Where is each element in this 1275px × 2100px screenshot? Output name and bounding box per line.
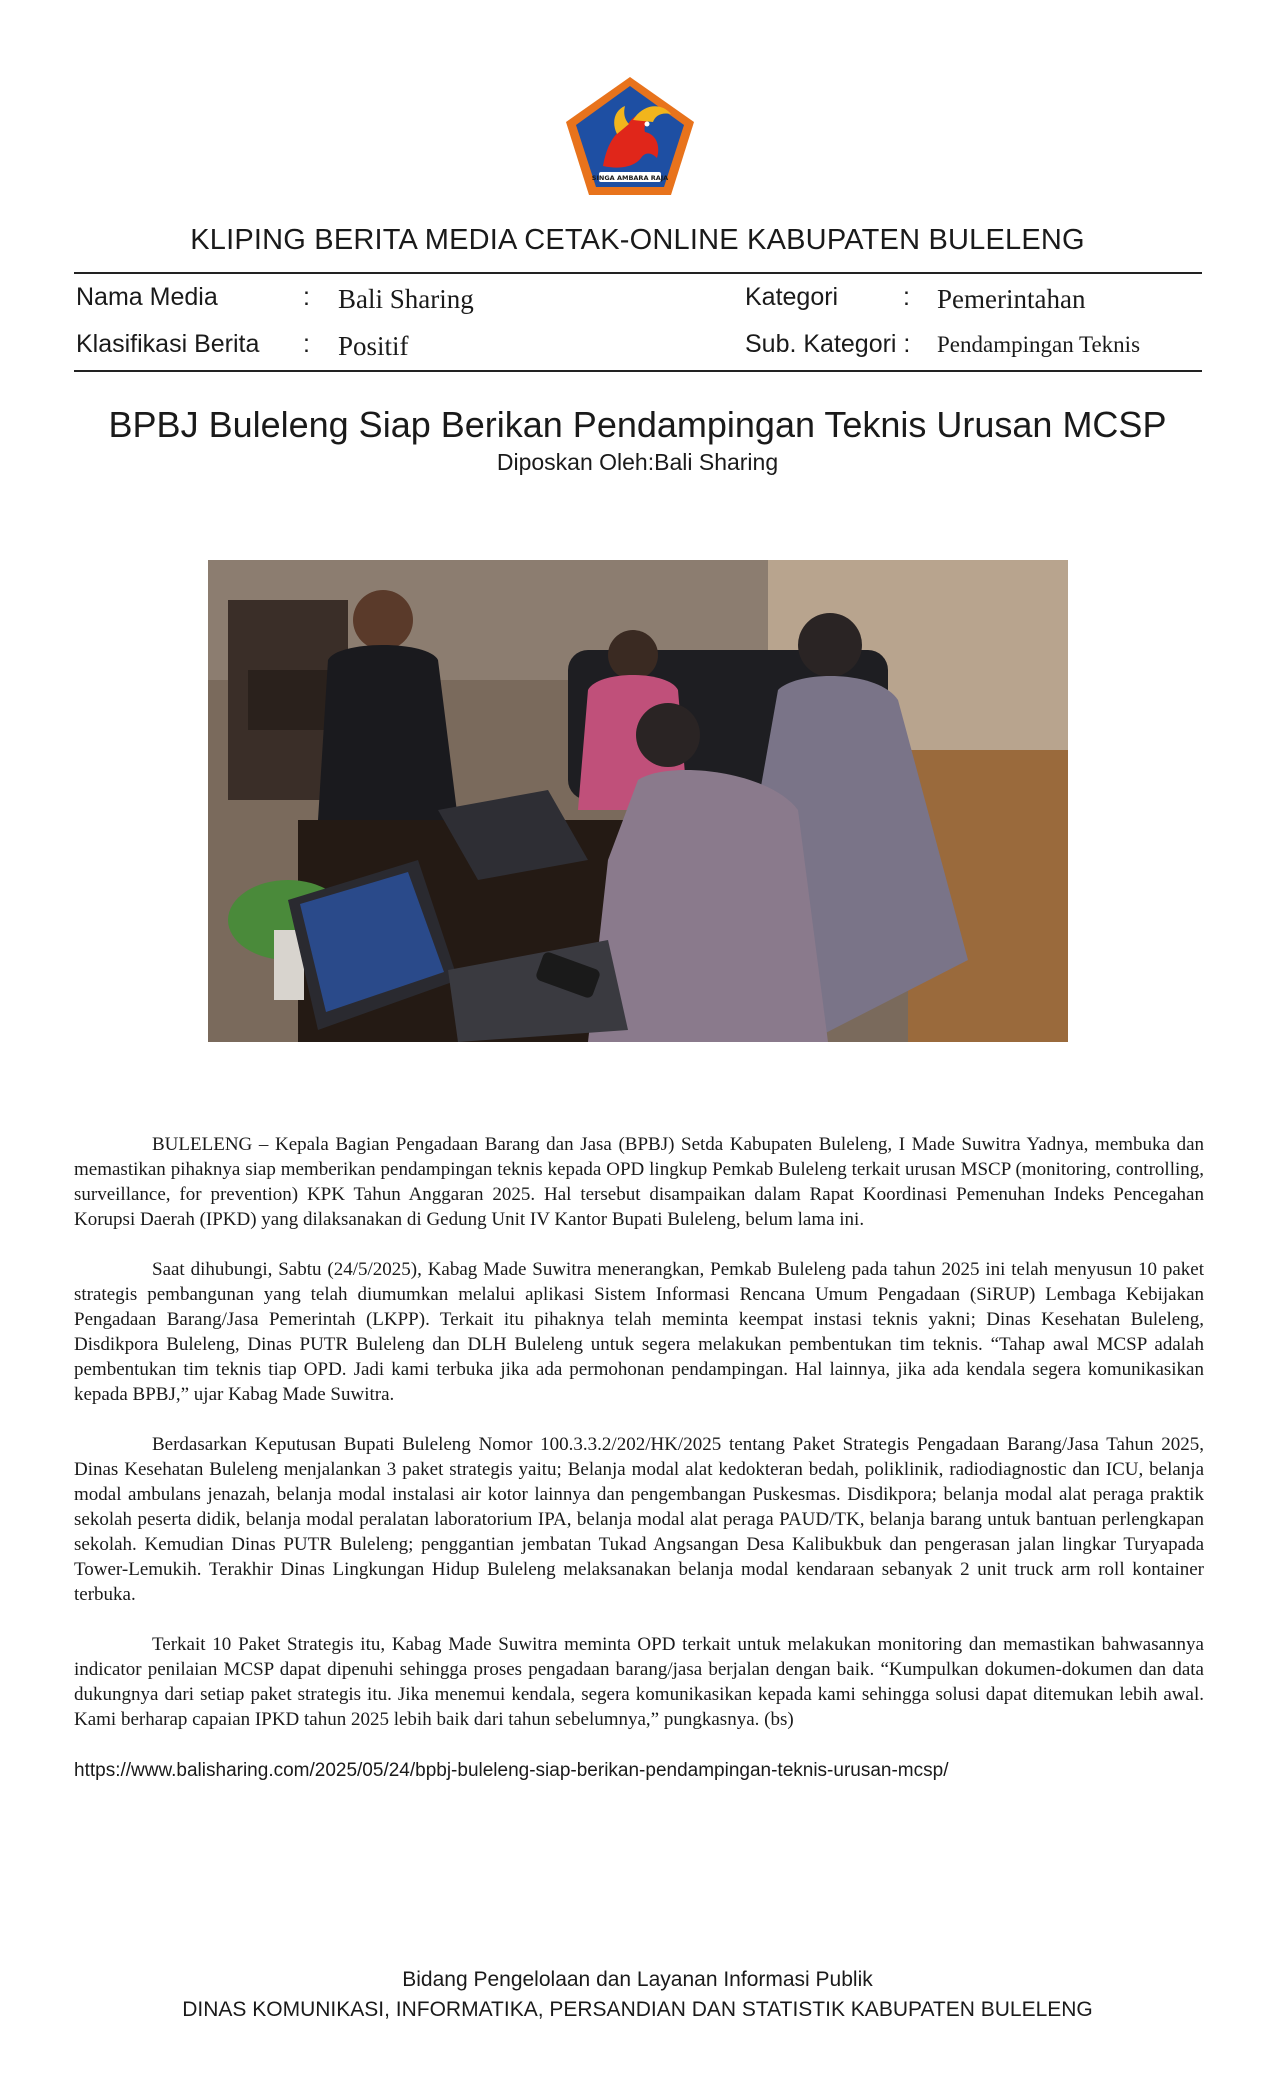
sub-kategori-value: Pendampingan Teknis (937, 332, 1141, 357)
header-divider-bottom (74, 370, 1202, 372)
footer-agency: DINAS KOMUNIKASI, INFORMATIKA, PERSANDIAN DAN STATISTIK KABUPATEN BULELENG (182, 1998, 1093, 2021)
klasifikasi-berita-value: Positif (338, 331, 409, 361)
article-paragraph-4: Terkait 10 Paket Strategis itu, Kabag Made Suwitra meminta OPD terkait untuk melakukan monitoring dan memastikan bahwasannya indicator penilaian MCSP dapat dipenuhi sehingga proses pengadaan barang/jasa berjalan dengan baik. “Kumpulkan dokumen-dokumen dan data dukungnya dari setiap paket strategis itu. Jika menemui kendala, segera komunikasikan kepada kami sehingga solusi dapat ditemukan lebih awal. Kami berharap capaian IPKD tahun 2025 lebih baik dari tahun sebelumnya,” pungkasnya. (bs) (74, 1634, 1204, 1730)
source-url-link[interactable]: https://www.balisharing.com/2025/05/24/bpbj-buleleng-siap-berikan-pendampingan-teknis-urusan-mcsp/ (74, 1760, 949, 1781)
sub-kategori-label: Sub. Kategori : (745, 330, 911, 358)
nama-media-label: Nama Media (76, 283, 218, 311)
singa-ambara-raja-emblem-icon (563, 74, 697, 198)
kategori-colon: : (903, 283, 910, 311)
buleleng-logo (563, 74, 697, 198)
article-body (74, 1132, 1204, 1757)
klasifikasi-berita-colon: : (303, 330, 310, 358)
nama-media-colon: : (303, 283, 310, 311)
article-paragraph-1: BULELENG – Kepala Bagian Pengadaan Barang dan Jasa (BPBJ) Setda Kabupaten Buleleng, I Made Suwitra Yadnya, membuka dan memastikan pihaknya siap memberikan pendampingan teknis kepada OPD lingkup Pemkab Buleleng terkait urusan MSCP (monitoring, controlling, surveillance, for prevention) KPK Tahun Anggaran 2025. Hal tersebut disampaikan dalam Rapat Koordinasi Pemenuhan Indeks Pencegahan Korupsi Daerah (IPKD) yang dilaksanakan di Gedung Unit IV Kantor Bupati Buleleng, belum lama ini. (74, 1134, 1204, 1230)
logo-caption: SINGA AMBARA RAJA (591, 174, 669, 182)
article-paragraph-3: Berdasarkan Keputusan Bupati Buleleng Nomor 100.3.3.2/202/HK/2025 tentang Paket Strategis Pengadaan Barang/Jasa Tahun 2025, Dinas Kesehatan Buleleng menjalankan 3 paket strategis yaitu; Belanja modal alat kedokteran bedah, poliklinik, radiodiagnostic dan ICU, belanja modal ambulans jenazah, belanja modal instalasi air kotor lainnya dan pengembangan Puskesmas. Disdikpora; belanja modal alat peraga praktik sekolah peserta didik, belanja modal peralatan laboratorium IPA, belanja modal alat peraga PAUD/TK, belanja barang untuk bantuan perlengkapan sekolah. Kemudian Dinas PUTR Buleleng; penggantian jembatan Tukad Angsangan Desa Kalibukbuk dan pengerasan jalan lingkar Turyapada Tower-Lemukih. Terakhir Dinas Lingkungan Hidup Buleleng melaksanakan belanja modal kendaraan sebanyak 2 unit truck arm roll kontainer terbuka. (74, 1434, 1204, 1605)
article-photo (208, 560, 1068, 1042)
kategori-value: Pemerintahan (937, 284, 1086, 314)
article-paragraph-2: Saat dihubungi, Sabtu (24/5/2025), Kabag Made Suwitra menerangkan, Pemkab Buleleng pada tahun 2025 ini telah menyusun 10 paket strategis pembangunan yang telah diumumkan melalui aplikasi Sistem Informasi Rencana Umum Pengadaan (SiRUP) Lembaga Kebijakan Pengadaan Barang/Jasa Pemerintah (LKPP). Terkait itu pihaknya telah meminta keempat instasi teknis yakni; Dinas Kesehatan Buleleng, Disdikpora Buleleng, Dinas PUTR Buleleng dan DLH Buleleng untuk segera melakukan pembentukan tim teknis. “Tahap awal MCSP adalah pembentukan tim teknis tiap OPD. Jadi kami terbuka jika ada permohonan pendampingan. Hal lainnya, jika ada kendala segera komunikasikan kepada BPBJ,” ujar Kabag Made Suwitra. (74, 1259, 1204, 1405)
klasifikasi-berita-label: Klasifikasi Berita (76, 330, 260, 358)
header-divider-top (74, 272, 1202, 274)
kliping-title: KLIPING BERITA MEDIA CETAK-ONLINE KABUPATEN BULELENG (190, 224, 1085, 256)
footer-department: Bidang Pengelolaan dan Layanan Informasi Publik (402, 1968, 873, 1991)
article-headline: BPBJ Buleleng Siap Berikan Pendampingan Teknis Urusan MCSP (108, 404, 1167, 445)
article-byline: Diposkan Oleh:Bali Sharing (496, 449, 779, 475)
kategori-label: Kategori (745, 283, 839, 311)
nama-media-value: Bali Sharing (338, 284, 474, 314)
